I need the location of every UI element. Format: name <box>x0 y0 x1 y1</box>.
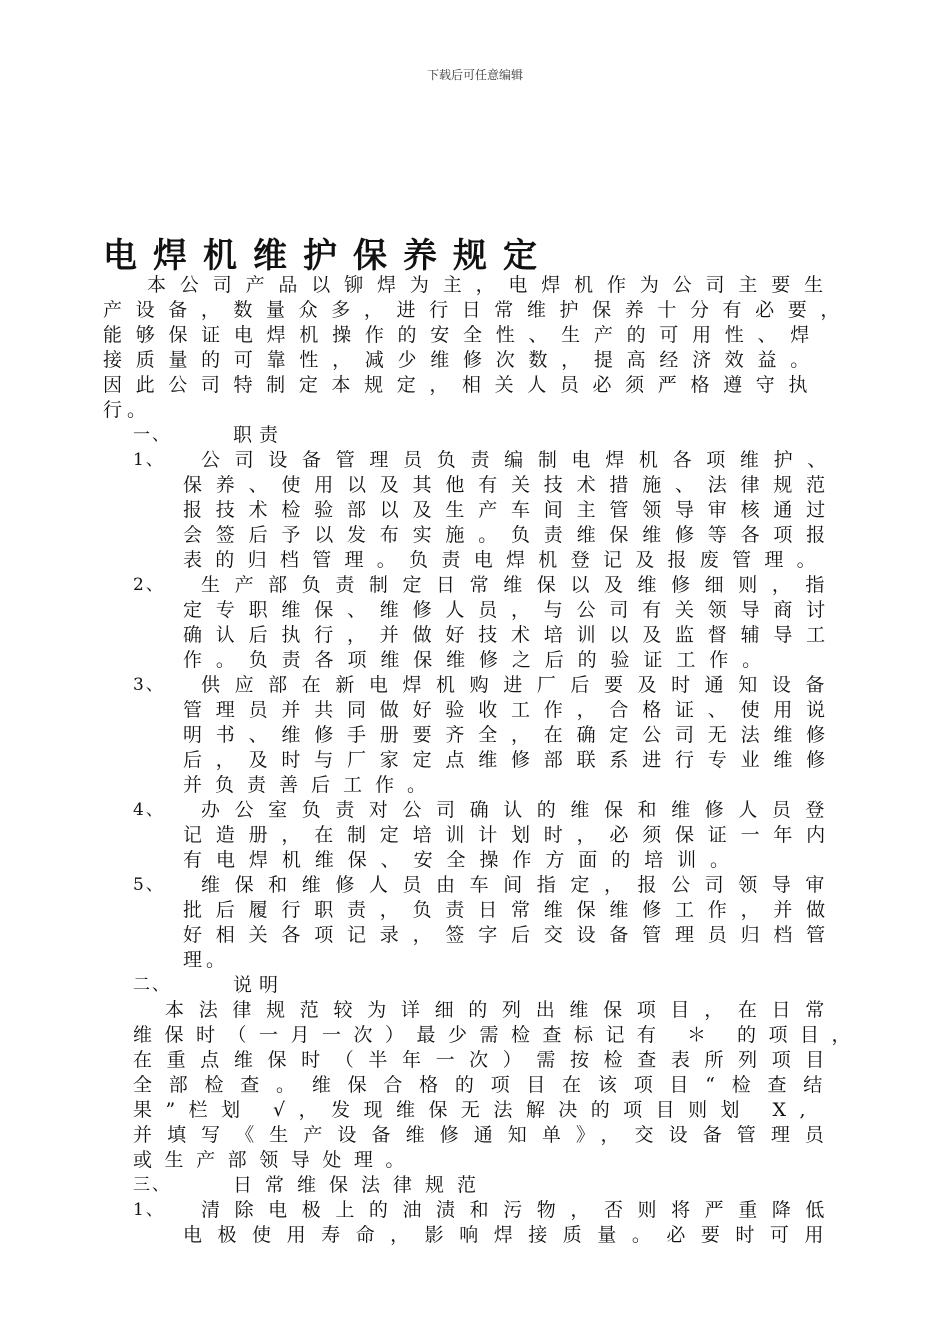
item-number: 1、 <box>133 1200 165 1220</box>
section1-number: 一、 <box>133 425 171 445</box>
intro-line: 接质量的可靠性，减少维修次数，提高经济效益。 <box>103 349 823 371</box>
intro-line: 因此公司特制定本规定，相关人员必须严格遵守执 <box>103 374 821 396</box>
item-line: 理。 <box>183 949 229 971</box>
section2-line: 本法律规范较为详细的列出维保项目，在日常 <box>165 999 839 1021</box>
item-number: 4、 <box>133 800 165 820</box>
item-line: 公司设备管理员负责编制电焊机各项维护、 <box>201 449 841 471</box>
item-number: 2、 <box>133 575 165 595</box>
section1-heading: 职责 <box>233 424 285 446</box>
item-line: 并负责善后工作。 <box>183 774 439 796</box>
item-line: 会签后予以发布实施。负责维保维修等各项报 <box>183 524 839 546</box>
item-line: 管理员并共同做好验收工作，合格证、使用说 <box>183 699 839 721</box>
item-line: 表的归档管理。负责电焊机登记及报废管理。 <box>183 549 829 571</box>
item-line: 有电焊机维保、安全操作方面的培训。 <box>183 849 743 871</box>
item-number: 1、 <box>133 450 165 470</box>
intro-line: 产设备，数量众多，进行日常维护保养十分有必要， <box>103 299 853 321</box>
item-line: 定专职维保、维修人员，与公司有关领导商讨 <box>183 599 839 621</box>
section2-line: 全部检查。维保合格的项目在该项目“检查结 <box>133 1074 839 1096</box>
item-line: 电极使用寿命，影响焊接质量。必要时可用 <box>183 1224 839 1246</box>
item-line: 批后履行职责，负责日常维保维修工作，并做 <box>183 899 839 921</box>
intro-line: 行。 <box>103 399 151 421</box>
item-line: 生产部负责制定日常维保以及维修细则，指 <box>201 574 839 596</box>
section2-heading: 说明 <box>233 974 285 996</box>
item-number: 3、 <box>133 675 165 695</box>
section3-number: 三、 <box>133 1175 171 1195</box>
item-line: 维保和维修人员由车间指定，报公司领导审 <box>201 874 839 896</box>
intro-line: 能够保证电焊机操作的安全性、生产的可用性、焊 <box>103 324 823 346</box>
item-line: 供应部在新电焊机购进厂后要及时通知设备 <box>201 674 839 696</box>
section2-line: 并填写《生产设备维修通知单》，交设备管理员 <box>133 1124 839 1146</box>
item-line: 确认后执行，并做好技术培训以及监督辅导工 <box>183 624 839 646</box>
item-line: 记造册，在制定培训计划时，必须保证一年内 <box>183 824 839 846</box>
item-line: 清除电极上的油渍和污物，否则将严重降低 <box>201 1199 839 1221</box>
section2-line: 在重点维保时（半年一次）需按检查表所列项目 <box>133 1049 839 1071</box>
section2-number: 二、 <box>133 975 171 995</box>
item-line: 好相关各项记录，签字后交设备管理员归档管 <box>183 924 839 946</box>
item-line: 保养、使用以及其他有关技术措施、法律规范 <box>183 474 839 496</box>
item-line: 办公室负责对公司确认的维保和维修人员登 <box>201 799 839 821</box>
item-line: 后，及时与厂家定点维修部联系进行专业维修 <box>183 749 839 771</box>
item-number: 5、 <box>133 875 165 895</box>
section3-heading: 日常维保法律规范 <box>233 1174 489 1196</box>
section2-line: 果”栏划 √，发现维保无法解决的项目则划 X, <box>133 1099 819 1121</box>
intro-line: 本公司产品以铆焊为主，电焊机作为公司主要生 <box>147 274 837 296</box>
section2-line: 维保时（一月一次）最少需检查标记有 ＊ 的项目， <box>133 1024 863 1046</box>
document-title: 电焊机维护保养规定 <box>103 236 553 276</box>
item-line: 报技术检验部以及生产车间主管领导审核通过 <box>183 499 839 521</box>
section2-line: 或生产部领导处理。 <box>133 1149 417 1171</box>
item-line: 作。负责各项维保维修之后的验证工作。 <box>183 649 775 671</box>
page-header: 下载后可任意编辑 <box>426 68 523 82</box>
item-line: 明书、维修手册要齐全，在确定公司无法维修 <box>183 724 839 746</box>
